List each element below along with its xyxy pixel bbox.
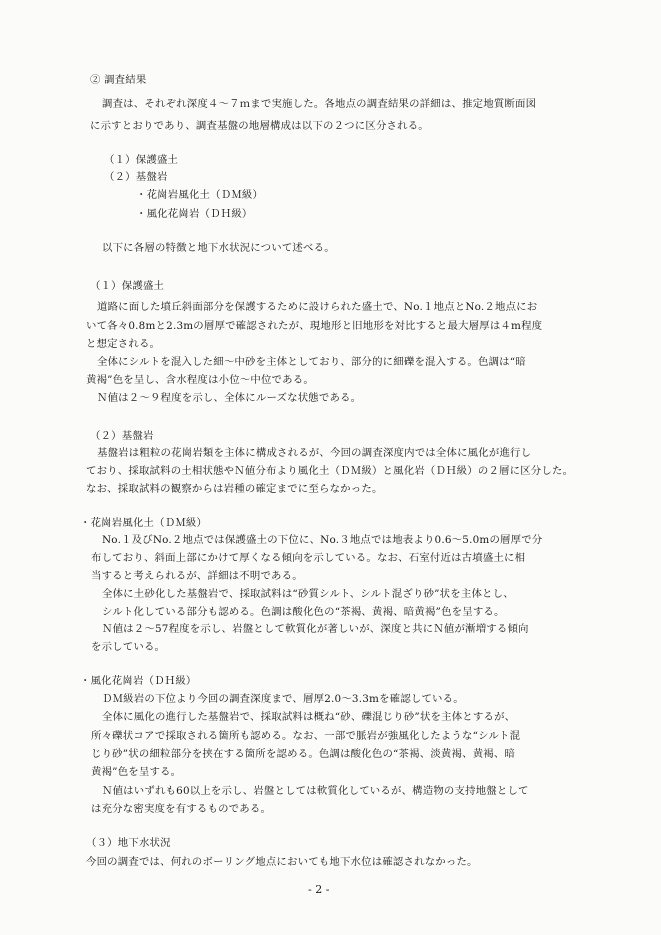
intro-line-1: 調査は、それぞれ深度４～７ｍまで実施した。各地点の調査結果の詳細は、推定地質断面図 <box>102 98 537 110</box>
dm-p1-line-2: 布しており、斜面上部にかけて厚くなる傾向を示している。なお、石室付近は古墳盛土に相 <box>91 552 526 564</box>
groundwater-line-1: 今回の調査では、何れのボーリング地点においても地下水位は確認されなかった。 <box>86 856 478 868</box>
dh-p2-line-4: 黄褐”色を呈する。 <box>91 766 182 778</box>
page-number: - 2 - <box>308 883 330 896</box>
dh-p3-line-2: は充分な密実度を有するものである。 <box>91 803 272 815</box>
dh-p3-line-1: Ｎ値はいずれも60以上を示し、岩盤としては軟質化しているが、構造物の支持地盤として <box>102 785 529 797</box>
dh-p2-line-2: 所々礫状コアで採取される箇所も認める。なお、一部で脈岩が強風化したような“シルト混 <box>91 730 521 742</box>
fill-p1-line-3: と想定される。 <box>86 338 161 350</box>
dm-heading: ・花崗岩風化土（ＤＭ級） <box>80 517 208 529</box>
fill-p2-line-1: 全体にシルトを混入した細～中砂を主体としており、部分的に細礫を混入する。色調は“暗 <box>97 356 526 368</box>
layer-list-subitem-dh: ・風化花崗岩（ＤＨ級） <box>136 208 253 220</box>
fill-p2-line-2: 黄褐”色を呈し、含水程度は小位～中位である。 <box>86 374 314 386</box>
dh-p2-line-3: じり砂”状の細粒部分を挟在する箇所を認める。色調は酸化色の“茶褐、淡黄褐、黄褐、暗 <box>91 748 516 760</box>
intro-line-2: に示すとおりであり、調査基盤の地層構成は以下の２つに区分される。 <box>90 120 429 132</box>
dm-p3-line-1: Ｎ値は２～57程度を示し、岩盤として軟質化が著しいが、深度と共にＮ値が漸増する傾向 <box>102 623 529 635</box>
lead-sentence: 以下に各層の特徴と地下水状況について述べる。 <box>102 242 335 254</box>
dh-p1-line-1: ＤＭ級岩の下位より今回の調査深度まで、層厚2.0～3.3mを確認している。 <box>102 693 464 705</box>
bedrock-line-3: なお、採取試料の観察からは岩種の確定までに至らなかった。 <box>86 483 383 495</box>
dm-p2-line-1: 全体に土砂化した基盤岩で、採取試料は“砂質シルト、シルト混ざり砂”状を主体とし、 <box>102 588 514 600</box>
bedrock-heading: （２）基盤岩 <box>90 430 154 442</box>
layer-list-subitem-dm: ・花崗岩風化土（ＤＭ級） <box>136 189 264 201</box>
fill-p1-line-2: いて各々0.8mと2.3mの層厚で確認されたが、現地形と旧地形を対比すると最大層厚は４m程度 <box>86 320 543 332</box>
dm-p3-line-2: を示している。 <box>91 641 166 653</box>
bedrock-line-2: ており、採取試料の土相状態やＮ値分布より風化土（ＤＭ級）と風化岩（ＤＨ級）の２層に区分した。 <box>86 465 574 477</box>
dh-p2-line-1: 全体に風化の進行した基盤岩で、採取試料は概ね“砂、礫混じり砂”状を主体とするが、 <box>102 711 516 723</box>
dm-p2-line-2: シルト化している部分も認める。色調は酸化色の“茶褐、黄褐、暗黄褐”色を呈する。 <box>102 606 505 618</box>
dm-p1-line-1: No.１及びNo.２地点では保護盛土の下位に、No.３地点では地表より0.6～5.0mの層厚で分 <box>102 534 543 546</box>
bedrock-line-1: 基盤岩は粗粒の花崗岩類を主体に構成されるが、今回の調査深度内では全体に風化が進行し <box>97 447 532 459</box>
fill-p3-line-1: Ｎ値は２～９程度を示し、全体にルーズな状態である。 <box>97 392 362 404</box>
fill-heading: （１）保護盛土 <box>90 280 165 292</box>
fill-p1-line-1: 道路に面した墳丘斜面部分を保護するために設けられた盛土で、No.１地点とNo.２地点にお <box>97 301 538 313</box>
dh-heading: ・風化花崗岩（ＤＨ級） <box>80 675 197 687</box>
layer-list-item-fill: （１）保護盛土 <box>104 154 179 166</box>
section-heading: ② 調査結果 <box>90 74 147 86</box>
groundwater-heading: （３）地下水状況 <box>86 837 171 849</box>
layer-list-item-bedrock: （２）基盤岩 <box>104 171 168 183</box>
dm-p1-line-3: 当すると考えられるが、詳細は不明である。 <box>91 570 303 582</box>
